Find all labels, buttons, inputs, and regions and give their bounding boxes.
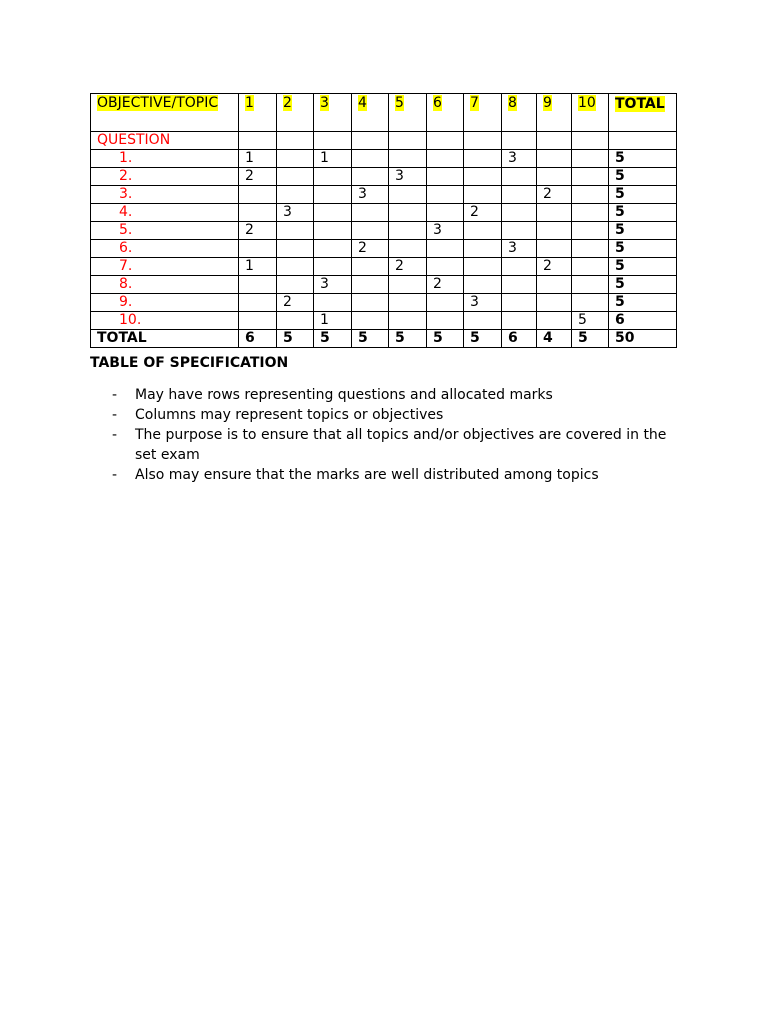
mark-cell (314, 294, 352, 312)
mark-cell (502, 276, 537, 294)
mark-cell (314, 168, 352, 186)
mark-cell (537, 240, 572, 258)
question-number: 2. (91, 168, 239, 186)
question-number: 8. (91, 276, 239, 294)
table-row (91, 294, 677, 312)
question-number: 3. (91, 186, 239, 204)
row-total-cell: 5 (609, 240, 677, 258)
row-total-cell: 5 (609, 204, 677, 222)
mark-cell (389, 204, 427, 222)
topic-total-cell: 5 (314, 330, 352, 348)
topic-header-label: 10 (578, 95, 596, 111)
topic-header-cell (502, 94, 537, 132)
section-title: TABLE OF SPECIFICATION (90, 355, 289, 371)
mark-cell (352, 258, 389, 276)
topic-header-label: 7 (470, 95, 479, 111)
topic-header-cell (352, 94, 389, 132)
topic-header-cell (314, 94, 352, 132)
table-row (91, 240, 677, 258)
mark-cell (389, 186, 427, 204)
objective-topic-header (91, 94, 239, 132)
table-row (91, 276, 677, 294)
table-row (91, 150, 677, 168)
mark-cell (427, 240, 464, 258)
topic-header-label: 2 (283, 95, 292, 111)
topic-total-cell: 6 (502, 330, 537, 348)
total-header-cell (609, 94, 677, 132)
mark-cell (502, 222, 537, 240)
mark-cell (239, 294, 277, 312)
topic-total-cell: 5 (352, 330, 389, 348)
mark-cell (572, 258, 609, 276)
mark-cell (352, 150, 389, 168)
mark-cell (502, 168, 537, 186)
objective-topic-label: OBJECTIVE/TOPIC (97, 95, 219, 111)
mark-cell: 2 (537, 186, 572, 204)
list-item (90, 425, 680, 465)
topic-header-cell (537, 94, 572, 132)
topic-header-label: 5 (395, 95, 404, 111)
grand-total-cell: 50 (609, 330, 677, 348)
mark-cell (464, 150, 502, 168)
mark-cell (427, 258, 464, 276)
mark-cell (537, 294, 572, 312)
mark-cell (464, 276, 502, 294)
mark-cell (502, 204, 537, 222)
empty-cell (572, 132, 609, 150)
table-row (91, 222, 677, 240)
empty-cell (277, 132, 314, 150)
mark-cell: 5 (572, 312, 609, 330)
mark-cell (572, 294, 609, 312)
topic-header-label: 8 (508, 95, 517, 111)
table-row (91, 204, 677, 222)
empty-cell (427, 132, 464, 150)
table-row (91, 312, 677, 330)
mark-cell (314, 258, 352, 276)
empty-cell (389, 132, 427, 150)
table-footer-row (91, 330, 677, 348)
mark-cell (277, 312, 314, 330)
topic-total-cell: 5 (572, 330, 609, 348)
question-label: QUESTION (91, 132, 239, 150)
mark-cell (352, 294, 389, 312)
mark-cell (427, 204, 464, 222)
mark-cell (572, 168, 609, 186)
topic-header-label: 3 (320, 95, 329, 111)
mark-cell: 3 (502, 240, 537, 258)
mark-cell: 3 (352, 186, 389, 204)
row-total-cell: 5 (609, 276, 677, 294)
mark-cell (352, 222, 389, 240)
footer-total-label: TOTAL (91, 330, 239, 348)
mark-cell (572, 276, 609, 294)
mark-cell (572, 204, 609, 222)
mark-cell (277, 222, 314, 240)
specification-table-body (91, 94, 677, 348)
row-total-cell: 6 (609, 312, 677, 330)
mark-cell (464, 186, 502, 204)
mark-cell (352, 204, 389, 222)
mark-cell (464, 168, 502, 186)
mark-cell: 2 (277, 294, 314, 312)
topic-header-label: 4 (358, 95, 367, 111)
mark-cell (352, 312, 389, 330)
specification-table (90, 93, 677, 348)
question-number: 4. (91, 204, 239, 222)
mark-cell: 3 (277, 204, 314, 222)
mark-cell (239, 312, 277, 330)
bullet-marker: - (112, 407, 118, 423)
topic-header-label: 6 (433, 95, 442, 111)
question-number: 9. (91, 294, 239, 312)
table-row (91, 168, 677, 186)
mark-cell: 2 (352, 240, 389, 258)
mark-cell: 2 (464, 204, 502, 222)
list-item-text: May have rows representing questions and allocated marks (135, 387, 553, 403)
table-row (91, 258, 677, 276)
topic-total-cell: 5 (277, 330, 314, 348)
mark-cell (427, 150, 464, 168)
mark-cell (464, 240, 502, 258)
question-number: 1. (91, 150, 239, 168)
mark-cell (389, 276, 427, 294)
mark-cell (502, 258, 537, 276)
question-label-row (91, 132, 677, 150)
table-row (91, 186, 677, 204)
mark-cell: 2 (427, 276, 464, 294)
empty-cell (464, 132, 502, 150)
mark-cell: 1 (314, 150, 352, 168)
topic-header-cell (239, 94, 277, 132)
topic-header-cell (572, 94, 609, 132)
mark-cell (537, 204, 572, 222)
mark-cell (537, 168, 572, 186)
mark-cell (277, 276, 314, 294)
row-total-cell: 5 (609, 294, 677, 312)
empty-cell (537, 132, 572, 150)
topic-header-label: 1 (245, 95, 254, 111)
question-number: 7. (91, 258, 239, 276)
mark-cell (572, 240, 609, 258)
topic-header-cell (427, 94, 464, 132)
row-total-cell: 5 (609, 258, 677, 276)
question-number: 10. (91, 312, 239, 330)
topic-header-cell (464, 94, 502, 132)
mark-cell (389, 312, 427, 330)
mark-cell (389, 240, 427, 258)
mark-cell (427, 294, 464, 312)
row-total-cell: 5 (609, 168, 677, 186)
mark-cell (314, 186, 352, 204)
list-item-text: Columns may represent topics or objectives (135, 407, 444, 423)
empty-cell (314, 132, 352, 150)
table-header-row (91, 94, 677, 132)
mark-cell (537, 312, 572, 330)
mark-cell (239, 240, 277, 258)
topic-header-cell (389, 94, 427, 132)
topic-header-cell (277, 94, 314, 132)
mark-cell (314, 222, 352, 240)
mark-cell (572, 222, 609, 240)
mark-cell (502, 186, 537, 204)
mark-cell: 1 (239, 258, 277, 276)
mark-cell (314, 204, 352, 222)
mark-cell (389, 150, 427, 168)
list-item-text: Also may ensure that the marks are well distributed among topics (135, 467, 599, 483)
list-item-text: The purpose is to ensure that all topics and/or objectives are covered in the set exam (135, 427, 667, 463)
mark-cell (239, 186, 277, 204)
mark-cell (537, 276, 572, 294)
total-header-label: TOTAL (615, 96, 665, 112)
mark-cell (537, 222, 572, 240)
empty-cell (352, 132, 389, 150)
notes-list (90, 385, 680, 485)
question-number: 6. (91, 240, 239, 258)
mark-cell: 3 (427, 222, 464, 240)
mark-cell (239, 204, 277, 222)
mark-cell (502, 312, 537, 330)
mark-cell (239, 276, 277, 294)
mark-cell (427, 186, 464, 204)
empty-cell (609, 132, 677, 150)
empty-cell (502, 132, 537, 150)
mark-cell: 2 (239, 168, 277, 186)
mark-cell (352, 168, 389, 186)
mark-cell: 3 (502, 150, 537, 168)
topic-total-cell: 4 (537, 330, 572, 348)
mark-cell: 1 (314, 312, 352, 330)
mark-cell (277, 186, 314, 204)
mark-cell (427, 168, 464, 186)
list-item (90, 385, 680, 405)
mark-cell (464, 222, 502, 240)
mark-cell (464, 312, 502, 330)
mark-cell (572, 150, 609, 168)
mark-cell (277, 258, 314, 276)
topic-total-cell: 6 (239, 330, 277, 348)
bullet-marker: - (112, 387, 118, 403)
mark-cell: 2 (239, 222, 277, 240)
row-total-cell: 5 (609, 150, 677, 168)
mark-cell (314, 240, 352, 258)
mark-cell (389, 294, 427, 312)
mark-cell (537, 150, 572, 168)
empty-cell (239, 132, 277, 150)
topic-total-cell: 5 (427, 330, 464, 348)
topic-total-cell: 5 (389, 330, 427, 348)
list-item (90, 405, 680, 425)
mark-cell (572, 186, 609, 204)
row-total-cell: 5 (609, 186, 677, 204)
mark-cell: 2 (537, 258, 572, 276)
bullet-marker: - (112, 427, 118, 443)
mark-cell (277, 168, 314, 186)
mark-cell: 3 (464, 294, 502, 312)
mark-cell (464, 258, 502, 276)
mark-cell (389, 222, 427, 240)
topic-header-label: 9 (543, 95, 552, 111)
mark-cell (277, 240, 314, 258)
list-item (90, 465, 680, 485)
question-number: 5. (91, 222, 239, 240)
mark-cell (427, 312, 464, 330)
mark-cell (277, 150, 314, 168)
mark-cell (352, 276, 389, 294)
mark-cell: 2 (389, 258, 427, 276)
mark-cell: 3 (314, 276, 352, 294)
mark-cell: 1 (239, 150, 277, 168)
bullet-marker: - (112, 467, 118, 483)
row-total-cell: 5 (609, 222, 677, 240)
mark-cell (502, 294, 537, 312)
mark-cell: 3 (389, 168, 427, 186)
topic-total-cell: 5 (464, 330, 502, 348)
